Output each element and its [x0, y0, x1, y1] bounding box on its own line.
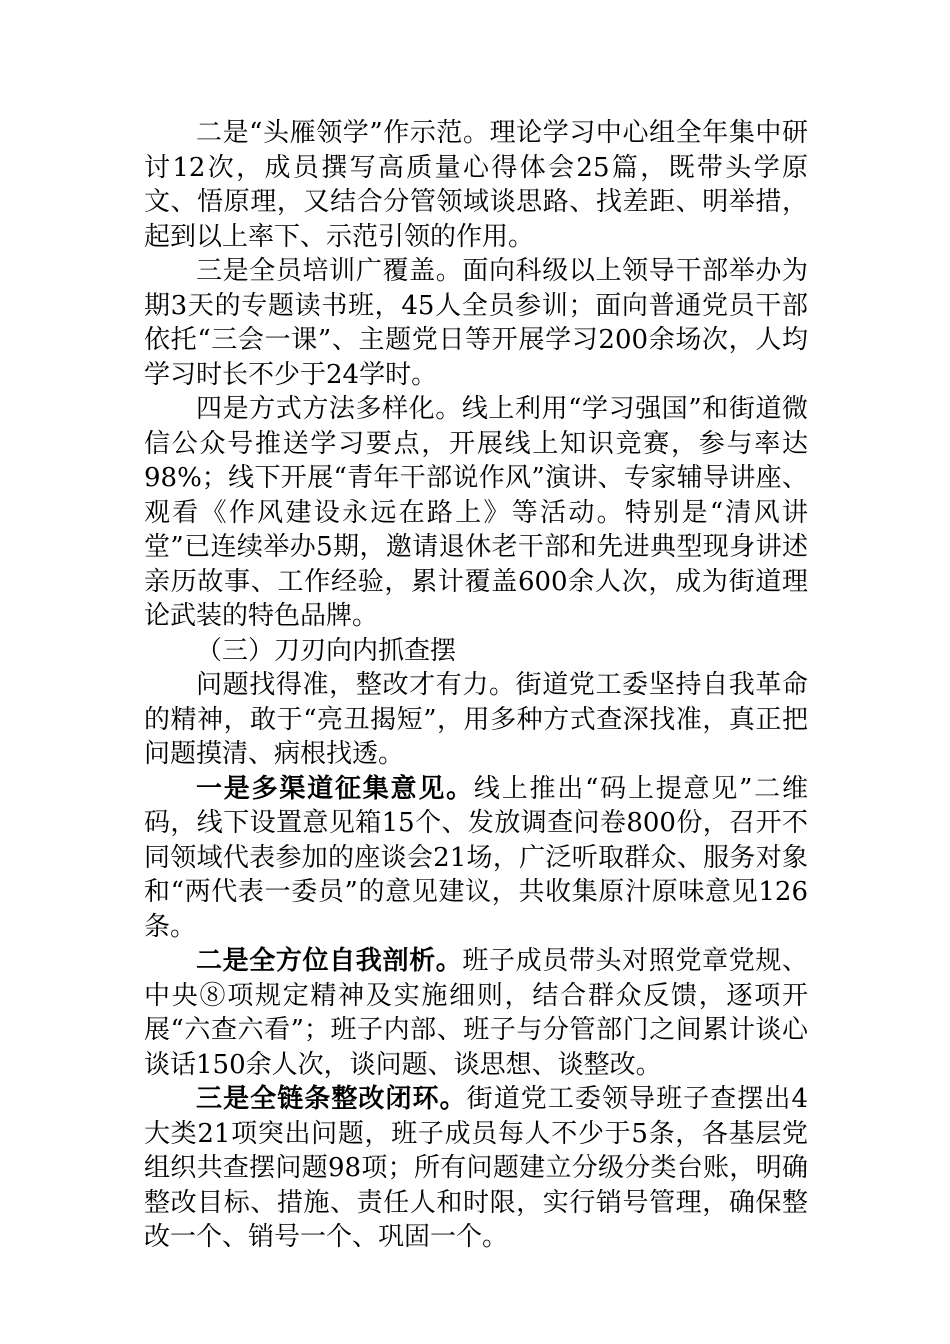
- paragraph-intro: [144, 668, 808, 772]
- paragraph-text: 四是方式方法多样化。线上利用“学习强国”和街道微信公众号推送学习要点，开展线上知识竞赛，参与率达98%；线下开展“青年干部说作风”演讲、专家辅导讲座、观看《作风建设永远在路上》等活动。特别是“清风讲堂”已连续举办5期，邀请退休老干部和先进典型现身讲述亲历故事、工作经验，累计覆盖600余人次，成为街道理论武装的特色品牌。: [144, 394, 808, 631]
- paragraph-text: 街道党工委领导班子查摆出4大类21项突出问题，班子成员每人不少于5条，各基层党组织共查摆问题98项；所有问题建立分级分类台账，明确整改目标、措施、责任人和时限，实行销号管理，确保整改一个、销号一个、巩固一个。: [144, 1084, 808, 1252]
- paragraph-training: [144, 254, 808, 392]
- paragraph-text: 二是“头雁领学”作示范。理论学习中心组全年集中研讨12次，成员撰写高质量心得体会25篇，既带头学原文、悟原理，又结合分管领域谈思路、找差距、明举措，起到以上率下、示范引领的作用。: [144, 118, 808, 252]
- paragraph-lead: 三是全链条整改闭环。: [196, 1084, 467, 1114]
- document-body: [144, 116, 808, 1255]
- section-heading: [144, 634, 808, 669]
- paragraph-opinions: [144, 772, 808, 945]
- paragraph-lead: 二是全方位自我剖析。: [196, 946, 463, 976]
- paragraph-text: 线上推出“码上提意见”二维码，线下设置意见箱15个、发放调查问卷800份，召开不同领域代表参加的座谈会21场，广泛听取群众、服务对象和“两代表一委员”的意见建议，共收集原汁原味意见126条。: [144, 773, 808, 942]
- paragraph-rectification: [144, 1082, 808, 1255]
- paragraph-text: 班子成员带头对照党章党规、中央⑧项规定精神及实施细则，结合群众反馈，逐项开展“六查六看”；班子内部、班子与分管部门之间累计谈心谈话150余人次，谈问题、谈思想、谈整改。: [144, 946, 808, 1080]
- paragraph-leading-study: [144, 116, 808, 254]
- paragraph-text: 三是全员培训广覆盖。面向科级以上领导干部举办为期3天的专题读书班，45人全员参训；面向普通党员干部依托“三会一课”、主题党日等开展学习200余场次，人均学习时长不少于24学时。: [144, 256, 808, 390]
- paragraph-methods: [144, 392, 808, 634]
- paragraph-text: 问题找得准，整改才有力。街道党工委坚持自我革命的精神，敢于“亮丑揭短”，用多种方式查深找准，真正把问题摸清、病根找透。: [144, 670, 808, 769]
- paragraph-self-analysis: [144, 944, 808, 1082]
- section-heading-text: （三）刀刃向内抓查摆: [196, 635, 457, 666]
- paragraph-lead: 一是多渠道征集意见。: [196, 773, 474, 804]
